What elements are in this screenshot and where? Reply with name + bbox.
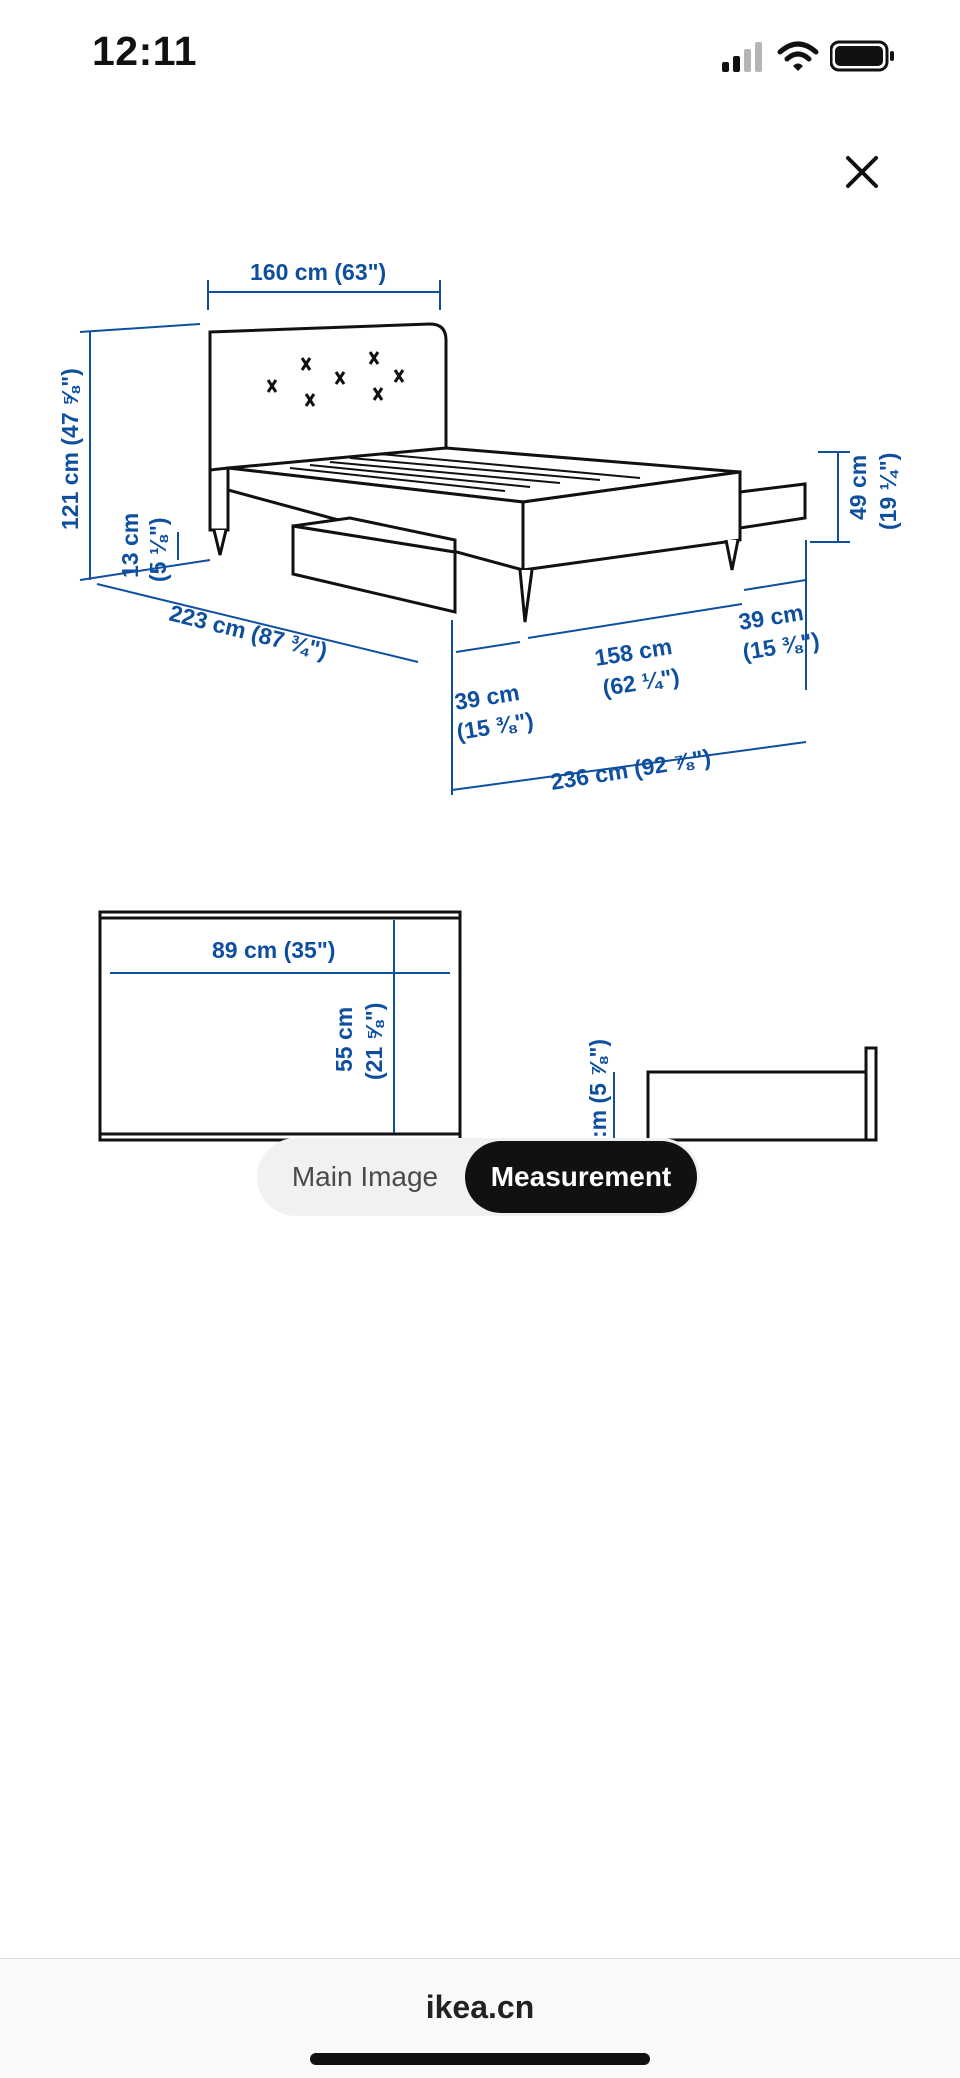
drawer-height-label: :m (5 ⅞"): [585, 1038, 611, 1138]
drawer-side-view: [648, 1048, 876, 1140]
close-icon: [832, 142, 892, 202]
tab-main-image[interactable]: Main Image: [291, 1161, 439, 1192]
leg-height-in-label: (5 ⅛"): [145, 517, 171, 582]
drawer-right-cm-label: 39 cm: [736, 599, 806, 635]
drawer-left-cm-label: 39 cm: [452, 679, 522, 715]
battery-icon: [830, 40, 896, 74]
bed-length-label: 223 cm (87 ¾"): [166, 599, 331, 664]
image-view-toggle: [257, 1138, 700, 1216]
status-bar: [0, 0, 960, 110]
tab-measurement[interactable]: Measurement: [465, 1141, 697, 1213]
close-button[interactable]: [832, 142, 892, 202]
signal-icon: [720, 40, 766, 74]
drawer-right-in-label: (15 ⅜"): [740, 627, 822, 665]
browser-bottom-bar: [0, 1958, 960, 2078]
status-icons: [720, 36, 900, 76]
url-label[interactable]: ikea.cn: [425, 1989, 535, 2025]
clock: 12:11: [92, 28, 198, 74]
home-indicator: [310, 2053, 650, 2065]
drawer-depth-cm-label: 55 cm: [331, 1006, 357, 1072]
bed-outline: [210, 324, 805, 622]
leg-height-cm-label: 13 cm: [117, 512, 143, 578]
mid-width-cm-label: 158 cm: [592, 633, 674, 671]
measurement-drawing: [0, 240, 960, 1160]
drawer-depth-in-label: (21 ⅝"): [361, 1002, 387, 1080]
bed-height-label: 121 cm (47 ⅝"): [57, 368, 83, 530]
mid-width-in-label: (62 ¼"): [600, 663, 682, 701]
bed-width-label: 160 cm (63"): [250, 259, 387, 285]
total-width-label: 236 cm (92 ⅞"): [548, 743, 713, 795]
side-height-in-label: (19 ¼"): [875, 452, 901, 530]
wifi-icon: [776, 38, 820, 72]
drawer-left-in-label: (15 ⅜"): [454, 707, 536, 745]
side-height-cm-label: 49 cm: [845, 454, 871, 520]
drawer-width-label: 89 cm (35"): [212, 937, 336, 963]
